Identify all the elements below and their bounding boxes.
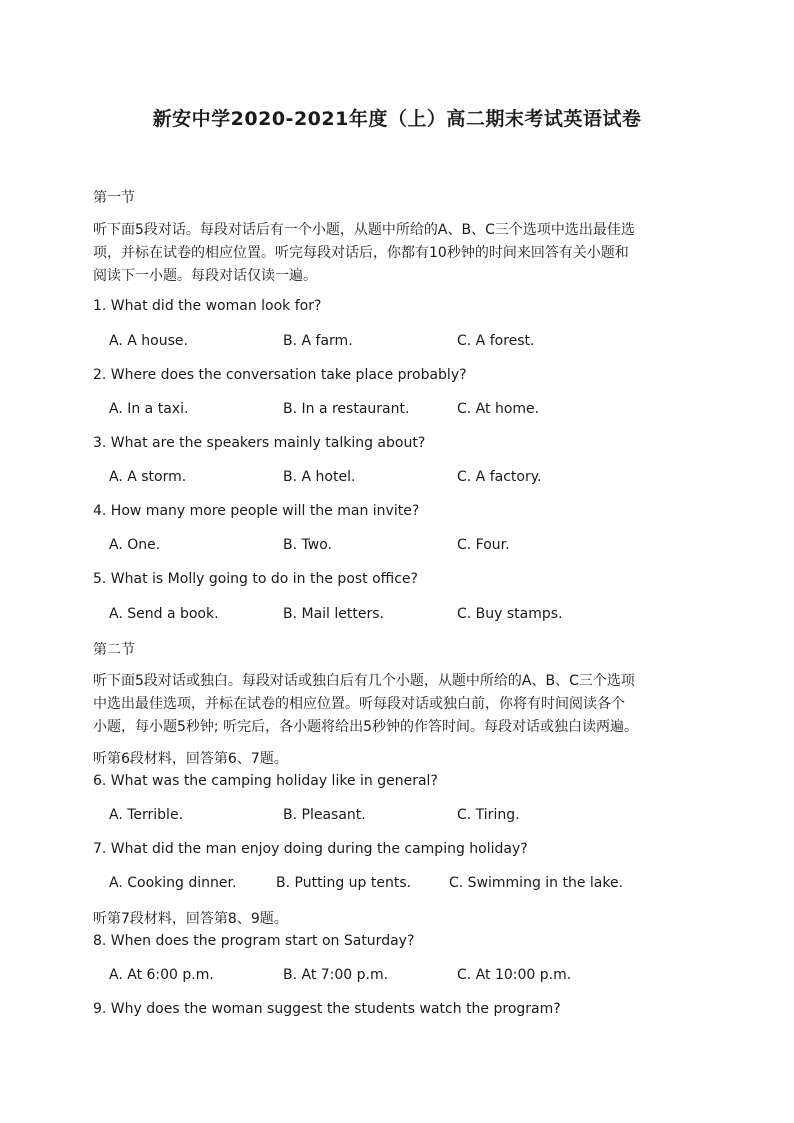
q5-option-a: A. Send a book.: [109, 606, 219, 622]
q1-option-c: C. A forest.: [457, 333, 535, 349]
material-7-note: 听第7段材料，回答第8、9题。: [93, 911, 288, 927]
q4-option-c: C. Four.: [457, 537, 510, 553]
section-1-instructions: [93, 219, 705, 288]
instruction-line: 阅读下一小题。每段对话仅读一遍。: [93, 268, 317, 284]
q3-option-b: B. A hotel.: [283, 469, 356, 485]
instruction-line: 听下面5段对话。每段对话后有一个小题，从题中所给的A、B、C三个选项中选出最佳选: [93, 222, 635, 238]
material-6-note: 听第6段材料，回答第6、7题。: [93, 751, 288, 767]
section-2-heading: 第二节: [93, 642, 135, 658]
question-6: 6. What was the camping holiday like in general?: [93, 773, 438, 789]
question-1: 1. What did the woman look for?: [93, 298, 322, 314]
q6-option-c: C. Tiring.: [457, 807, 520, 823]
q4-option-b: B. Two.: [283, 537, 332, 553]
q7-option-a: A. Cooking dinner.: [109, 875, 237, 891]
q8-option-b: B. At 7:00 p.m.: [283, 967, 389, 983]
question-4: 4. How many more people will the man invite?: [93, 503, 420, 519]
exam-title: 新安中学2020-2021年度（上）高二期末考试英语试卷: [152, 108, 642, 130]
q2-option-a: A. In a taxi.: [109, 401, 189, 417]
section-2-instructions: [93, 670, 705, 739]
question-8: 8. When does the program start on Saturday?: [93, 933, 415, 949]
q1-option-b: B. A farm.: [283, 333, 353, 349]
q4-option-a: A. One.: [109, 537, 161, 553]
q6-option-a: A. Terrible.: [109, 807, 184, 823]
instruction-line: 项，并标在试卷的相应位置。听完每段对话后，你都有10秒钟的时间来回答有关小题和: [93, 245, 629, 261]
question-9: 9. Why does the woman suggest the students watch the program?: [93, 1001, 561, 1017]
section-1-heading: 第一节: [93, 190, 135, 206]
q1-option-a: A. A house.: [109, 333, 188, 349]
q8-option-c: C. At 10:00 p.m.: [457, 967, 572, 983]
q3-option-c: C. A factory.: [457, 469, 542, 485]
question-7: 7. What did the man enjoy doing during the camping holiday?: [93, 841, 528, 857]
q8-option-a: A. At 6:00 p.m.: [109, 967, 214, 983]
q5-option-c: C. Buy stamps.: [457, 606, 563, 622]
q6-option-b: B. Pleasant.: [283, 807, 366, 823]
question-3: 3. What are the speakers mainly talking about?: [93, 435, 426, 451]
q7-option-b: B. Putting up tents.: [276, 875, 412, 891]
q2-option-c: C. At home.: [457, 401, 540, 417]
question-5: 5. What is Molly going to do in the post office?: [93, 571, 418, 587]
q5-option-b: B. Mail letters.: [283, 606, 384, 622]
q2-option-b: B. In a restaurant.: [283, 401, 410, 417]
q7-option-c: C. Swimming in the lake.: [449, 875, 624, 891]
q3-option-a: A. A storm.: [109, 469, 187, 485]
question-2: 2. Where does the conversation take place probably?: [93, 367, 467, 383]
instruction-line: 中选出最佳选项，并标在试卷的相应位置。听每段对话或独白前，你将有时间阅读各个: [93, 696, 625, 712]
instruction-line: 小题，每小题5秒钟; 听完后，各小题将给出5秒钟的作答时间。每段对话或独白读两遍。: [93, 719, 638, 735]
instruction-line: 听下面5段对话或独白。每段对话或独白后有几个小题，从题中所给的A、B、C三个选项: [93, 673, 635, 689]
